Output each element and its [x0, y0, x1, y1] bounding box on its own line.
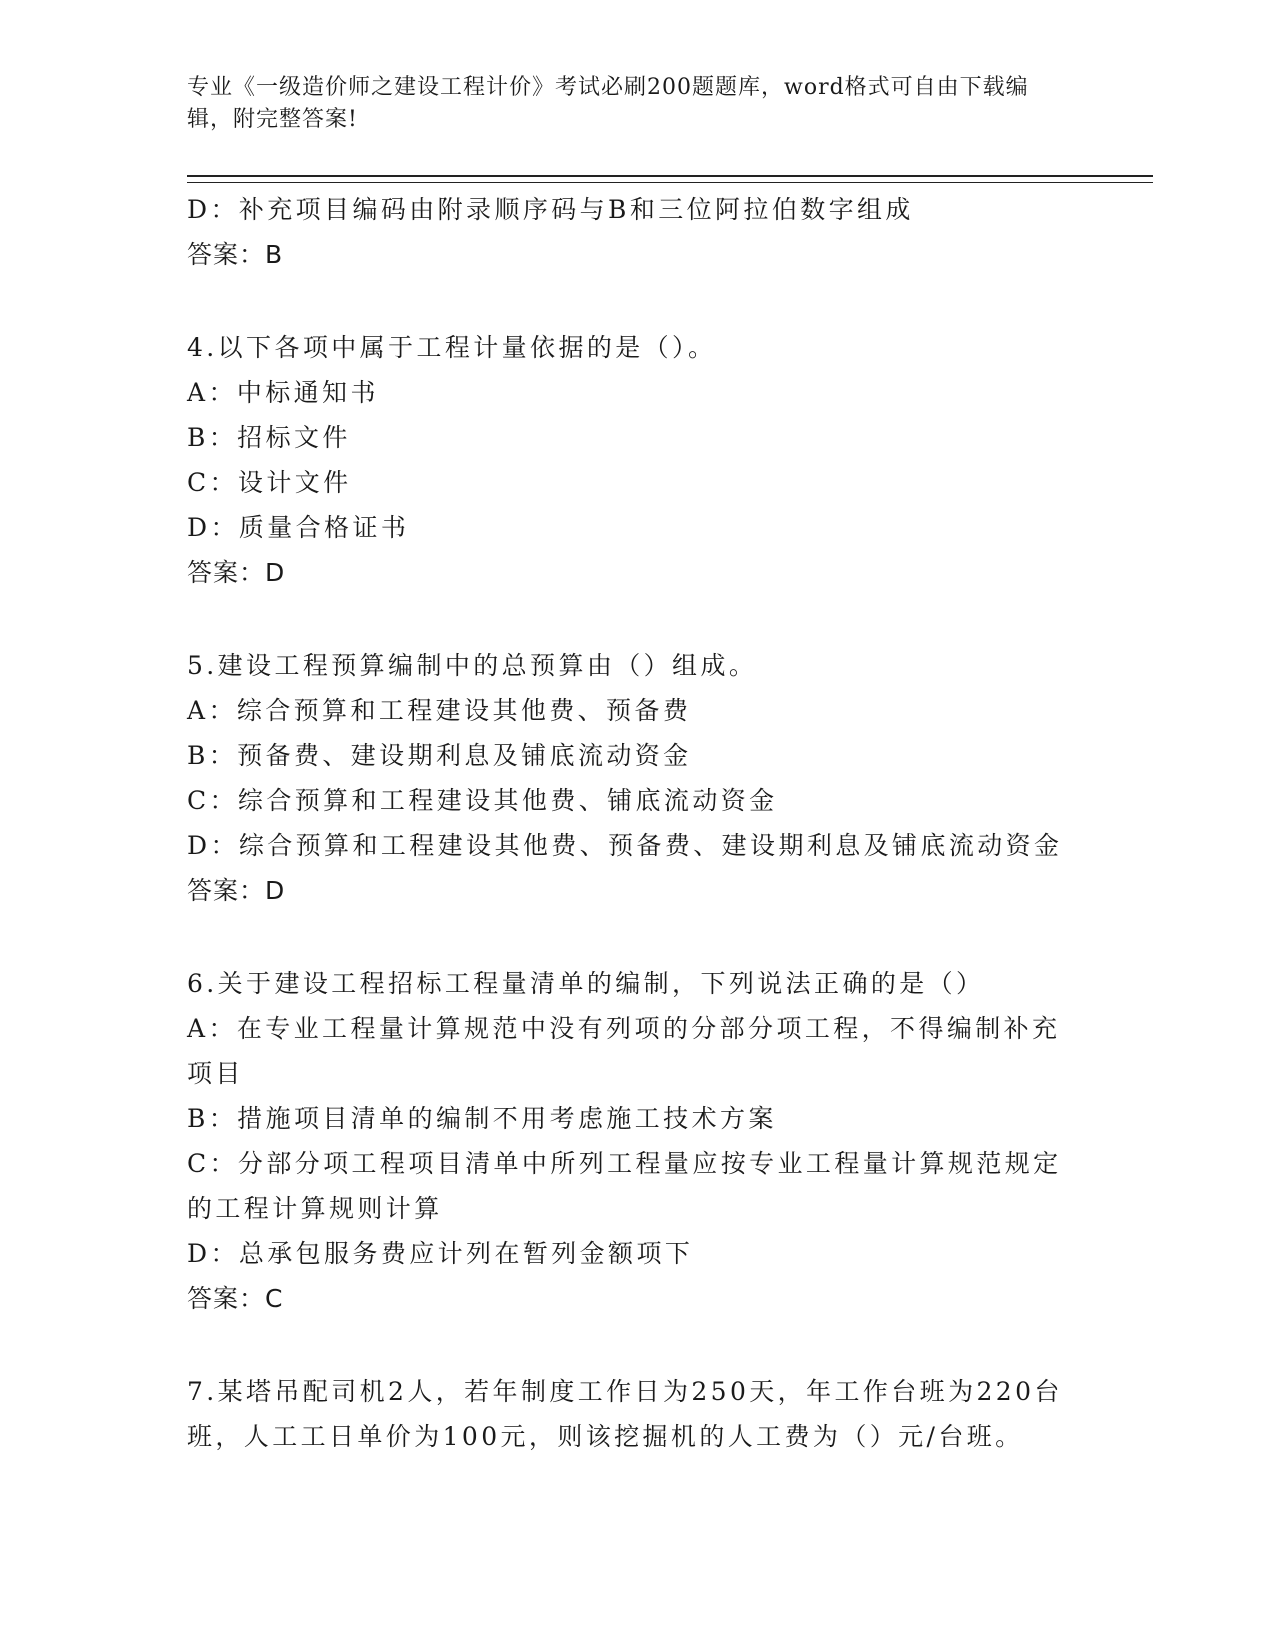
option-b: B：招标文件 [187, 423, 351, 452]
header-rule-thick [187, 175, 1153, 177]
question-stem: 7.某塔吊配司机2人，若年制度工作日为250天，年工作台班为220台班，人工工日单价为100元，则该挖掘机的人工费为（）元/台班。 [187, 1377, 1063, 1451]
option-a: A：中标通知书 [187, 378, 379, 407]
spacer [187, 595, 1087, 643]
option-c: C：设计文件 [187, 468, 352, 497]
option-c: C：综合预算和工程建设其他费、铺底流动资金 [187, 786, 778, 815]
option-b: B：措施项目清单的编制不用考虑施工技术方案 [187, 1104, 777, 1133]
spacer [187, 1321, 1087, 1369]
header-rule-thin [187, 182, 1153, 183]
question-stem: 5.建设工程预算编制中的总预算由（）组成。 [187, 651, 758, 680]
option-d: D：质量合格证书 [187, 513, 410, 542]
answer-line: 答案：D [187, 558, 286, 587]
question-block-7 [187, 1369, 1087, 1459]
spacer [187, 913, 1087, 961]
answer-line: 答案：B [187, 240, 284, 269]
option-d: D：综合预算和工程建设其他费、预备费、建设期利息及铺底流动资金 [187, 831, 1063, 860]
spacer [187, 277, 1087, 325]
answer-line: 答案：D [187, 876, 286, 905]
option-c: C：分部分项工程项目清单中所列工程量应按专业工程量计算规范规定的工程计算规则计算 [187, 1149, 1062, 1223]
question-block-6 [187, 961, 1087, 1321]
question-block-4 [187, 325, 1087, 595]
question-block-5 [187, 643, 1087, 913]
document-body [187, 187, 1087, 1459]
answer-line: 答案：C [187, 1284, 284, 1313]
question-block-3-tail [187, 187, 1087, 277]
option-a: A：综合预算和工程建设其他费、预备费 [187, 696, 692, 725]
option-d: D：总承包服务费应计列在暂列金额项下 [187, 1239, 694, 1268]
page-header: 专业《一级造价师之建设工程计价》考试必刷200题题库，word格式可自由下载编辑，附完整答案! [187, 75, 1029, 132]
question-stem: 4.以下各项中属于工程计量依据的是（）。 [187, 333, 717, 362]
question-stem: 6.关于建设工程招标工程量清单的编制，下列说法正确的是（） [187, 969, 985, 998]
option-d: D：补充项目编码由附录顺序码与B和三位阿拉伯数字组成 [187, 195, 914, 224]
option-a: A：在专业工程量计算规范中没有列项的分部分项工程，不得编制补充项目 [187, 1014, 1061, 1088]
option-b: B：预备费、建设期利息及铺底流动资金 [187, 741, 692, 770]
